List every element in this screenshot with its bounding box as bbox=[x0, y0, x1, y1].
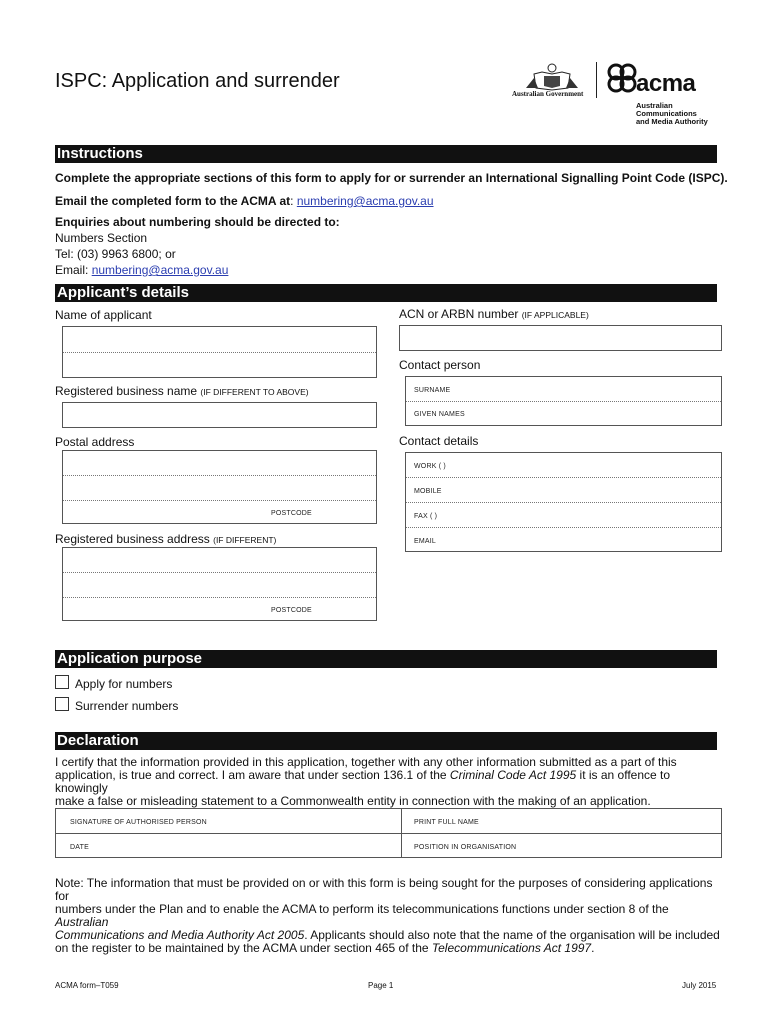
mobile-label: MOBILE bbox=[414, 488, 442, 495]
registered-business-address-input[interactable] bbox=[62, 547, 377, 621]
declaration-line: make a false or misleading statement to a Commonwealth entity in connection with the making of an application. bbox=[55, 794, 651, 808]
page-title: ISPC: Application and surrender bbox=[55, 70, 340, 92]
logo-divider bbox=[596, 62, 597, 98]
acma-fullname-line: Communications bbox=[636, 109, 697, 118]
acma-wordmark: acma bbox=[636, 70, 696, 97]
australian-government-logo bbox=[512, 62, 592, 102]
enquiries-section: Numbers Section bbox=[55, 231, 148, 245]
footer-date: July 2015 bbox=[682, 981, 717, 990]
footer-page: Page 1 bbox=[368, 981, 394, 990]
footer-form-number: ACMA form–T059 bbox=[55, 981, 119, 990]
section-heading: Application purpose bbox=[55, 650, 206, 668]
section-heading: Applicant’s details bbox=[55, 284, 193, 302]
apply-for-numbers-checkbox[interactable] bbox=[55, 675, 69, 689]
note-text-part: on the register to be maintained by the ACMA under section 465 of the bbox=[55, 941, 432, 955]
postcode-label: POSTCODE bbox=[271, 510, 312, 517]
contact-person-label: Contact person bbox=[399, 358, 481, 372]
note-text-part: . bbox=[591, 941, 595, 955]
privacy-note bbox=[55, 877, 720, 955]
registered-business-name-input[interactable] bbox=[62, 402, 377, 428]
declaration-text-part: application, is true and correct. I am aware that under section 136.1 of the bbox=[55, 768, 450, 782]
label-text: Registered business name bbox=[55, 384, 198, 398]
enquiries-email-link[interactable]: numbering@acma.gov.au bbox=[91, 263, 229, 277]
registered-business-name-label bbox=[55, 384, 309, 398]
contact-person-fields[interactable] bbox=[405, 376, 722, 426]
enquiries-email bbox=[55, 262, 340, 278]
note-line bbox=[55, 903, 720, 929]
work-phone-label: WORK ( ) bbox=[414, 463, 446, 470]
note-line bbox=[55, 942, 720, 955]
postal-address-label: Postal address bbox=[55, 435, 135, 449]
gov-label: Australian Government bbox=[512, 90, 584, 98]
registered-business-address-label bbox=[55, 532, 276, 546]
surrender-numbers-checkbox[interactable] bbox=[55, 697, 69, 711]
postcode-label: POSTCODE bbox=[271, 607, 312, 614]
instructions-line: Complete the appropriate sections of this form to apply for or surrender an International Signalling Point Code (ISPC). bbox=[55, 171, 728, 185]
apply-for-numbers-label: Apply for numbers bbox=[75, 677, 173, 691]
position-label: POSITION IN ORGANISATION bbox=[414, 844, 517, 851]
acma-fullname-line: Australian bbox=[636, 101, 673, 110]
declaration-text-part: it is an offence to knowingly bbox=[55, 768, 671, 795]
note-act-name: Communications and Media Authority Act 2005 bbox=[55, 928, 305, 942]
surname-label: SURNAME bbox=[414, 387, 451, 394]
enquiries-phone: Tel: (03) 9963 6800; or bbox=[55, 247, 176, 261]
section-heading: Instructions bbox=[55, 145, 147, 163]
fax-label: FAX ( ) bbox=[414, 513, 438, 520]
date-label: DATE bbox=[70, 844, 89, 851]
acma-fullname-line: and Media Authority bbox=[636, 117, 708, 126]
acma-mark-icon bbox=[604, 60, 640, 96]
declaration-act-name: Criminal Code Act 1995 bbox=[449, 768, 577, 782]
label-note: (IF APPLICABLE) bbox=[521, 310, 589, 320]
print-name-label: PRINT FULL NAME bbox=[414, 819, 479, 826]
signature-label: SIGNATURE OF AUTHORISED PERSON bbox=[70, 819, 207, 826]
label-note: (IF DIFFERENT TO ABOVE) bbox=[200, 387, 309, 397]
email-instruction bbox=[55, 193, 434, 209]
declaration-header bbox=[55, 732, 717, 750]
name-of-applicant-label bbox=[55, 308, 152, 322]
section-heading: Declaration bbox=[55, 732, 143, 750]
contact-details-label: Contact details bbox=[399, 434, 479, 448]
declaration-signature-table[interactable] bbox=[55, 808, 722, 858]
note-act-name: Australian bbox=[55, 915, 109, 929]
enquiries-email-lead: Email: bbox=[55, 263, 92, 277]
acn-label bbox=[399, 307, 589, 321]
note-act-name: Telecommunications Act 1997 bbox=[431, 941, 592, 955]
applicant-header bbox=[55, 284, 717, 302]
label-text: ACN or ARBN number bbox=[399, 307, 519, 321]
enquiries-block bbox=[55, 214, 340, 278]
acma-logo bbox=[604, 60, 724, 128]
contact-details-fields[interactable] bbox=[405, 452, 722, 552]
label-text: Registered business address bbox=[55, 532, 210, 546]
coat-of-arms-icon bbox=[512, 62, 592, 92]
note-line: Note: The information that must be provided on or with this form is being sought for the purposes of considering applications for bbox=[55, 876, 713, 903]
enquiries-heading: Enquiries about numbering should be directed to: bbox=[55, 215, 340, 229]
declaration-line bbox=[55, 769, 720, 795]
acn-input[interactable] bbox=[399, 325, 722, 351]
application-purpose-header bbox=[55, 650, 717, 668]
surrender-numbers-label: Surrender numbers bbox=[75, 699, 179, 713]
email-colon: : bbox=[290, 194, 294, 208]
label-note: (IF DIFFERENT) bbox=[213, 535, 277, 545]
email-label: EMAIL bbox=[414, 538, 437, 545]
acma-fullname bbox=[636, 102, 708, 126]
note-text-part: . Applicants should also note that the name of the organisation will be included bbox=[304, 928, 720, 942]
given-names-label: GIVEN NAMES bbox=[414, 411, 465, 418]
note-text-part: numbers under the Plan and to enable the ACMA to perform its telecommunications functions under section 8 of the bbox=[55, 902, 669, 916]
name-of-applicant-input[interactable] bbox=[62, 326, 377, 378]
declaration-line: I certify that the information provided in this application, together with any other information submitted as a part of this bbox=[55, 755, 677, 769]
email-lead: Email the completed form to the ACMA at bbox=[55, 194, 291, 208]
declaration-text bbox=[55, 756, 720, 808]
instructions-header bbox=[55, 145, 717, 163]
label-text: Name of applicant bbox=[55, 308, 152, 322]
email-link[interactable]: numbering@acma.gov.au bbox=[296, 194, 434, 208]
postal-address-input[interactable] bbox=[62, 450, 377, 524]
